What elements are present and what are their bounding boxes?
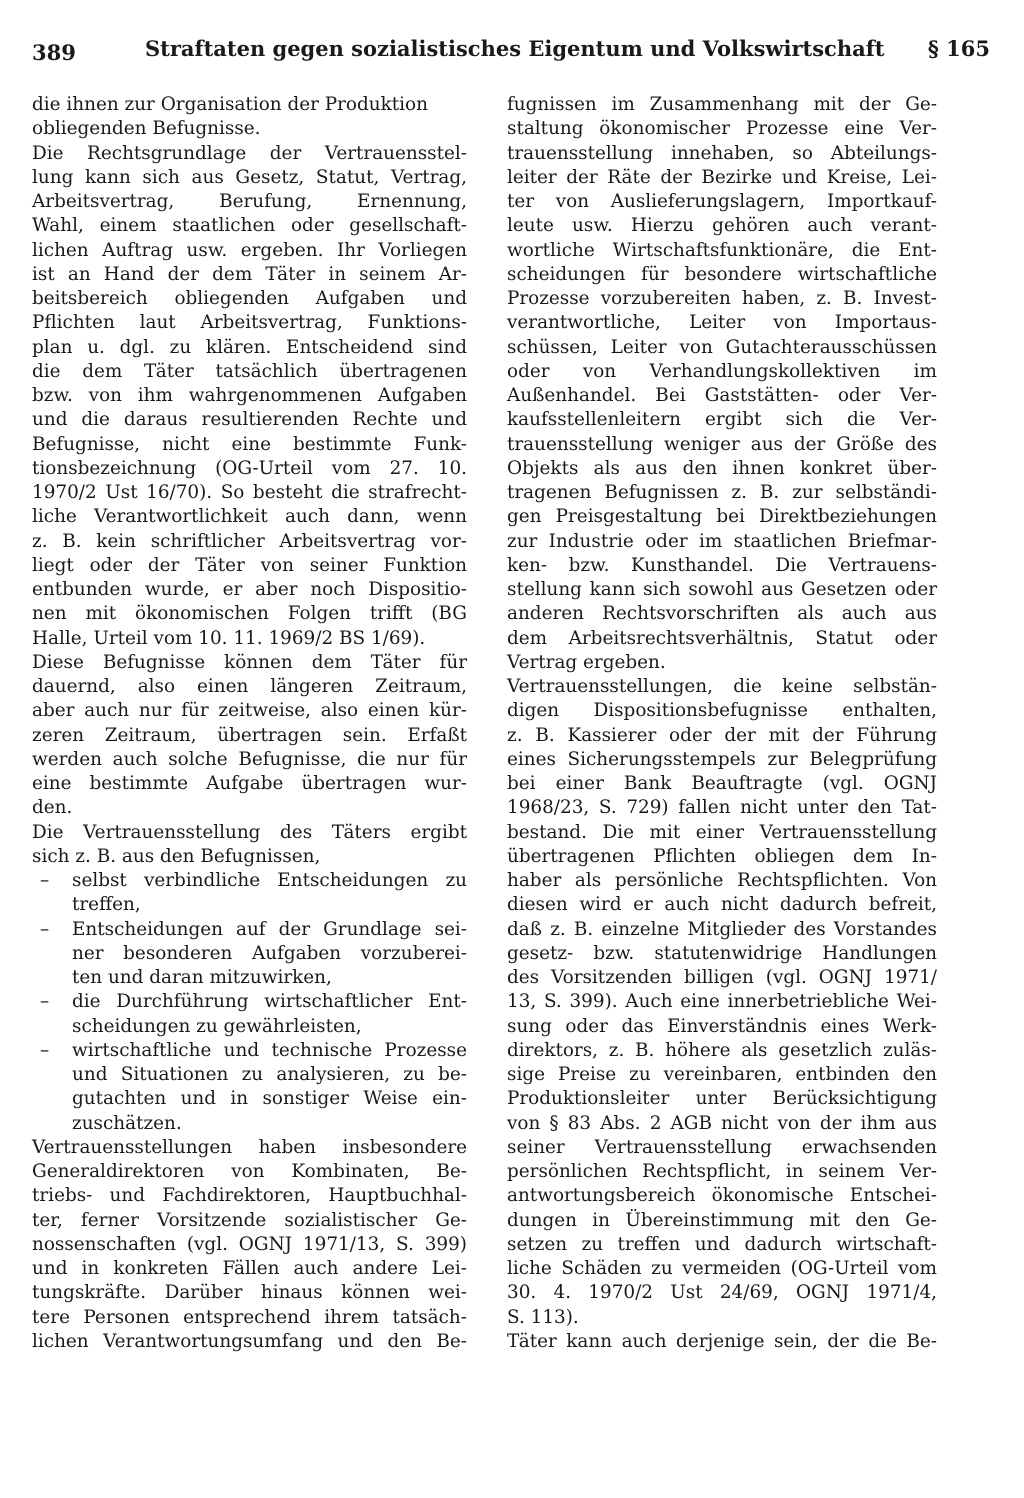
- text-line: ter von Auslieferungslagern, Importkauf-: [507, 191, 937, 212]
- text-line: tere Personen entsprechend ihrem tatsäch-: [32, 1306, 467, 1328]
- text-line: z. B. kein schriftlicher Arbeitsvertrag vor-: [32, 530, 467, 552]
- text-line: zur Industrie oder im staatlichen Briefmar-: [507, 530, 937, 552]
- text-line: sige Preise zu vereinbaren, entbinden den: [507, 1064, 937, 1085]
- text-line: [32, 1039, 467, 1063]
- text-line: Vertrag ergeben.: [507, 651, 666, 673]
- text-line: direktors, z. B. höhere als gesetzlich zuläs-: [507, 1039, 937, 1061]
- text-line: lichen Auftrag usw. ergeben. Ihr Vorliegen: [32, 239, 467, 261]
- dash-bullet: –: [40, 918, 50, 940]
- text-line: plan u. dgl. zu klären. Entscheidend sind: [32, 336, 467, 358]
- text-line: lichen Verantwortungsumfang und den Be-: [32, 1330, 467, 1352]
- list-item-text: wirtschaftliche und technische Prozesse: [72, 1039, 467, 1061]
- text-line: nossenschaften (vgl. OGNJ 1971/13, S. 399): [32, 1233, 467, 1255]
- text-line: Halle, Urteil vom 10. 11. 1969/2 BS 1/69).: [32, 627, 426, 649]
- text-line: kaufsstellenleitern ergibt sich die Ver-: [507, 409, 937, 431]
- text-line: von § 83 Abs. 2 AGB nicht von der ihm aus: [507, 1112, 937, 1134]
- text-line: wortliche Wirtschaftsfunktionäre, die Ent-: [507, 239, 937, 261]
- text-line: bestand. Die mit einer Vertrauensstellung: [507, 821, 937, 843]
- text-line: Produktionsleiter unter Berücksichtigung: [507, 1088, 937, 1110]
- text-line: 13, S. 399). Auch eine innerbetriebliche Wei-: [507, 991, 937, 1013]
- text-line: daß z. B. einzelne Mitglieder des Vorstandes: [507, 918, 937, 940]
- text-line: Außenhandel. Bei Gaststätten- oder Ver-: [507, 385, 937, 406]
- text-line: Vertrauensstellungen haben insbesondere: [32, 1136, 467, 1158]
- text-line: die dem Täter tatsächlich übertragenen: [32, 360, 467, 382]
- list-item-text: die Durchführung wirtschaftlicher Ent-: [72, 991, 467, 1013]
- text-line: werden auch solche Befugnisse, die nur für: [32, 748, 467, 770]
- text-line: z. B. Kassierer oder der mit der Führung: [507, 724, 937, 746]
- running-title: Straftaten gegen sozialistisches Eigentum und Volkswirtschaft: [145, 36, 885, 61]
- page-number: 389: [32, 40, 76, 65]
- text-line: Generaldirektoren von Kombinaten, Be-: [32, 1161, 467, 1182]
- section-number: § 165: [927, 36, 990, 61]
- list-item-text: Entscheidungen auf der Grundlage sei-: [72, 918, 467, 940]
- text-line: entbunden wurde, er aber noch Dispositio-: [32, 579, 467, 600]
- text-line: antwortungsbereich ökonomische Entschei-: [507, 1185, 937, 1207]
- text-line: bzw. von ihm wahrgenommenen Aufgaben: [32, 385, 467, 406]
- text-line: tragenen Befugnissen z. B. zur selbständi-: [507, 482, 937, 503]
- text-line: die ihnen zur Organisation der Produktion: [32, 94, 428, 115]
- text-line: setzen zu treffen und dadurch wirtschaft-: [507, 1233, 937, 1255]
- text-line: tungskräfte. Darüber hinaus können wei-: [32, 1282, 467, 1304]
- left-text-column: [32, 93, 467, 1354]
- text-line: anderen Rechtsvorschriften als auch aus: [507, 603, 937, 625]
- dash-bullet: –: [40, 870, 50, 891]
- text-line: 30. 4. 1970/2 Ust 24/69, OGNJ 1971/4,: [507, 1282, 937, 1304]
- text-line: nen mit ökonomischen Folgen trifft (BG: [32, 603, 467, 625]
- text-line: diesen wird er auch nicht dadurch befreit,: [507, 894, 937, 916]
- text-line: oder von Verhandlungskollektiven im: [507, 360, 937, 382]
- text-line: tionsbezeichnung (OG-Urteil vom 27. 10.: [32, 457, 467, 479]
- text-line: liche Schäden zu vermeiden (OG-Urteil vom: [507, 1258, 937, 1279]
- text-line: Vertrauensstellungen, die keine selbstän-: [507, 676, 937, 697]
- text-line: Diese Befugnisse können dem Täter für: [32, 651, 467, 673]
- text-line: gutachten und in sonstiger Weise ein-: [72, 1088, 467, 1110]
- text-line: trauensstellung innehaben, so Abteilungs-: [507, 142, 937, 164]
- text-line: 1970/2 Ust 16/70). So besteht die strafrecht-: [32, 482, 467, 503]
- text-line: sich z. B. aus den Befugnissen,: [32, 845, 321, 867]
- text-line: Die Rechtsgrundlage der Vertrauensstel-: [32, 142, 467, 164]
- text-line: leiter der Räte der Bezirke und Kreise, Lei-: [507, 166, 937, 188]
- text-line: zuschätzen.: [72, 1112, 182, 1134]
- text-line: digen Dispositionsbefugnisse enthalten,: [507, 700, 937, 722]
- text-line: Täter kann auch derjenige sein, der die Be-: [507, 1330, 937, 1352]
- text-line: Befugnisse, nicht eine bestimmte Funk-: [32, 433, 467, 455]
- text-line: 1968/23, S. 729) fallen nicht unter den Tat-: [507, 797, 937, 819]
- text-line: und in konkreten Fällen auch andere Lei-: [32, 1258, 467, 1279]
- text-line: ken- bzw. Kunsthandel. Die Vertrauens-: [507, 554, 937, 576]
- text-line: trauensstellung weniger aus der Größe des: [507, 433, 937, 455]
- text-line: obliegenden Befugnisse.: [32, 118, 261, 140]
- text-line: [32, 918, 467, 942]
- text-line: gesetz- bzw. statutenwidrige Handlungen: [507, 942, 937, 964]
- text-line: bei einer Bank Beauftragte (vgl. OGNJ: [507, 773, 937, 794]
- text-line: persönlichen Rechtspflicht, in seinem Ver-: [507, 1161, 937, 1182]
- text-line: des Vorsitzenden billigen (vgl. OGNJ 1971/: [507, 967, 937, 988]
- text-line: ten und daran mitzuwirken,: [72, 967, 332, 988]
- text-line: dem Arbeitsrechtsverhältnis, Statut oder: [507, 627, 937, 649]
- text-line: treffen,: [72, 894, 141, 916]
- text-line: fugnissen im Zusammenhang mit der Ge-: [507, 94, 937, 115]
- text-line: und die daraus resultierenden Rechte und: [32, 409, 467, 431]
- text-line: den.: [32, 797, 73, 819]
- text-line: ner besonderen Aufgaben vorzuberei-: [72, 942, 467, 964]
- text-line: Die Vertrauensstellung des Täters ergibt: [32, 821, 467, 843]
- text-line: gen Preisgestaltung bei Direktbeziehungen: [507, 506, 937, 528]
- text-line: liegt oder der Täter von seiner Funktion: [32, 554, 467, 576]
- text-line: übertragenen Pflichten obliegen dem In-: [507, 845, 937, 867]
- right-text-column: [507, 93, 937, 1354]
- text-line: aber auch nur für zeitweise, also einen kür-: [32, 700, 467, 722]
- text-line: [32, 869, 467, 893]
- text-line: dungen in Übereinstimmung mit den Ge-: [507, 1209, 937, 1231]
- text-line: Objekts als aus den ihnen konkret über-: [507, 457, 937, 479]
- text-line: eine bestimmte Aufgabe übertragen wur-: [32, 773, 467, 794]
- text-line: seiner Vertrauensstellung erwachsenden: [507, 1136, 937, 1158]
- text-line: [32, 990, 467, 1014]
- text-line: Arbeitsvertrag, Berufung, Ernennung,: [32, 191, 467, 212]
- text-line: Pflichten laut Arbeitsvertrag, Funktions-: [32, 312, 467, 334]
- text-line: ter, ferner Vorsitzende sozialistischer Ge-: [32, 1209, 467, 1231]
- text-line: dauernd, also einen längeren Zeitraum,: [32, 676, 467, 697]
- text-line: zeren Zeitraum, übertragen sein. Erfaßt: [32, 724, 467, 746]
- text-line: beitsbereich obliegenden Aufgaben und: [32, 288, 467, 309]
- text-line: staltung ökonomischer Prozesse eine Ver-: [507, 118, 937, 140]
- text-line: scheidungen für besondere wirtschaftliche: [507, 263, 937, 285]
- text-line: Prozesse vorzubereiten haben, z. B. Invest-: [507, 288, 937, 309]
- text-line: haber als persönliche Rechtspflichten. Von: [507, 870, 937, 891]
- text-line: lung kann sich aus Gesetz, Statut, Vertrag,: [32, 166, 467, 188]
- text-line: eines Sicherungsstempels zur Belegprüfung: [507, 748, 937, 770]
- text-line: und Situationen zu analysieren, zu be-: [72, 1064, 467, 1085]
- dash-bullet: –: [40, 991, 50, 1013]
- text-line: stellung kann sich sowohl aus Gesetzen oder: [507, 579, 937, 600]
- text-line: S. 113).: [507, 1306, 579, 1328]
- text-line: scheidungen zu gewährleisten,: [72, 1015, 362, 1037]
- text-line: ist an Hand der dem Täter in seinem Ar-: [32, 263, 467, 285]
- text-line: leute usw. Hierzu gehören auch verant-: [507, 215, 937, 237]
- text-line: schüssen, Leiter von Gutachterausschüssen: [507, 336, 937, 358]
- text-line: Wahl, einem staatlichen oder gesellschaft-: [32, 215, 467, 237]
- list-item-text: selbst verbindliche Entscheidungen zu: [72, 870, 467, 891]
- text-line: verantwortliche, Leiter von Importaus-: [507, 312, 937, 334]
- page-header: [30, 36, 990, 76]
- text-line: sung oder das Einverständnis eines Werk-: [507, 1015, 937, 1037]
- text-line: liche Verantwortlichkeit auch dann, wenn: [32, 506, 467, 528]
- text-line: triebs- und Fachdirektoren, Hauptbuchhal-: [32, 1185, 467, 1207]
- dash-bullet: –: [40, 1039, 50, 1061]
